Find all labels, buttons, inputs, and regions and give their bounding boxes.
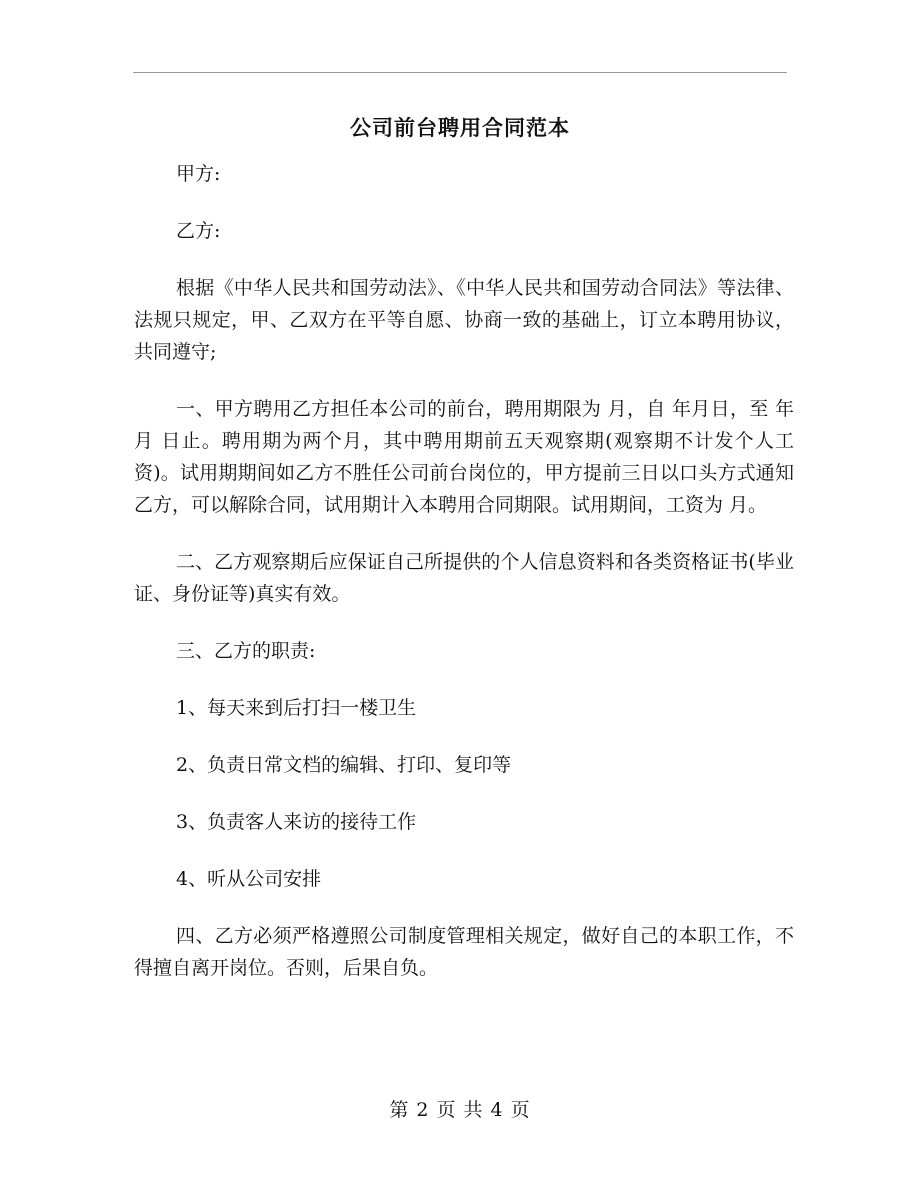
duty-item-2: 2、负责日常文档的编辑、打印、复印等 <box>176 754 512 776</box>
clause-1-paragraph: 一、甲方聘用乙方担任本公司的前台，聘用期限为 月，自 年月日，至 年 月 日止。聘用期为两个月，其中聘用期前五天观察期(观察期不计发个人工资)。试用期期间如乙方不胜任公司前台岗位的，甲方提前三日以口头方式通知乙方，可以解除合同，试用期计入本聘用合同期限。试用期间，工资为 月。 <box>134 398 794 516</box>
clause-3-heading: 三、乙方的职责: <box>176 640 316 662</box>
header-rule <box>133 72 787 73</box>
duty-item-1: 1、每天来到后打扫一楼卫生 <box>176 697 417 719</box>
preamble-paragraph: 根据《中华人民共和国劳动法》、《中华人民共和国劳动合同法》等法律、法规只规定，甲、乙双方在平等自愿、协商一致的基础上，订立本聘用协议，共同遵守; <box>134 277 794 363</box>
document-body <box>134 158 794 1009</box>
duty-item-3: 3、负责客人来访的接待工作 <box>176 811 417 833</box>
duty-item-4: 4、听从公司安排 <box>176 868 322 890</box>
party-b-line: 乙方: <box>176 220 221 242</box>
page-footer: 第 2 页 共 4 页 <box>389 1099 531 1121</box>
party-a-line: 甲方: <box>176 163 221 185</box>
clause-2-paragraph: 二、乙方观察期后应保证自己所提供的个人信息资料和各类资格证书(毕业证、身份证等)真实有效。 <box>134 551 794 605</box>
document-title: 公司前台聘用合同范本 <box>350 115 570 140</box>
clause-4-paragraph: 四、乙方必须严格遵照公司制度管理相关规定，做好自己的本职工作，不得擅自离开岗位。否则，后果自负。 <box>134 925 794 979</box>
